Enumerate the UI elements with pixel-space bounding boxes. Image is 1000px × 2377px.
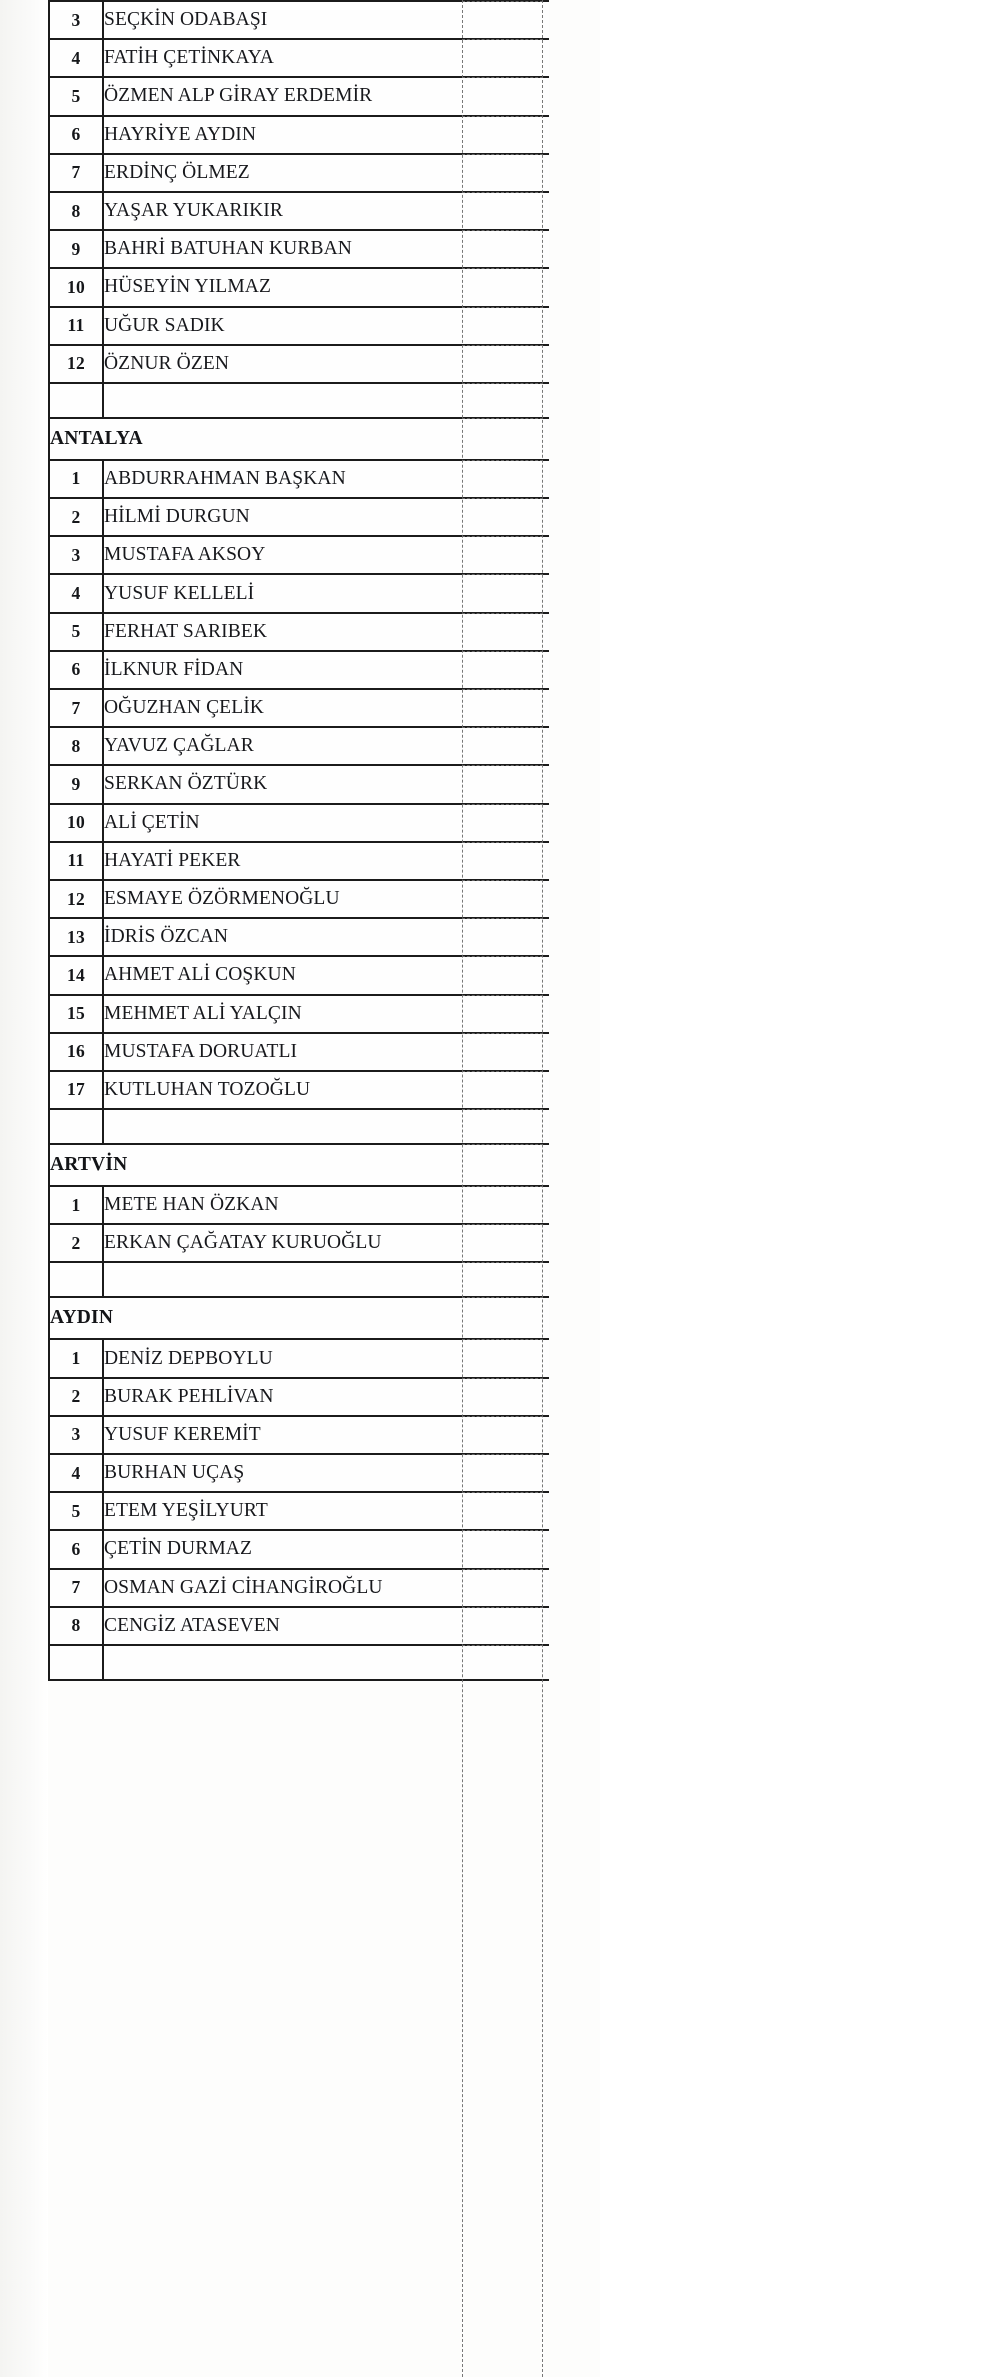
row-number: 1 bbox=[49, 1186, 103, 1224]
candidate-name: OSMAN GAZİ CİHANGİROĞLU bbox=[103, 1569, 549, 1607]
row-number: 6 bbox=[49, 116, 103, 154]
candidate-name: ESMAYE ÖZÖRMENOĞLU bbox=[103, 880, 549, 918]
candidate-name: ABDURRAHMAN BAŞKAN bbox=[103, 460, 549, 498]
spacer-name-cell bbox=[103, 383, 549, 418]
table-row bbox=[49, 689, 549, 727]
row-number: 16 bbox=[49, 1033, 103, 1071]
spacer-number-cell bbox=[49, 1109, 103, 1144]
candidate-name: MUSTAFA AKSOY bbox=[103, 536, 549, 574]
row-number: 10 bbox=[49, 268, 103, 306]
row-number: 2 bbox=[49, 1224, 103, 1262]
row-number: 1 bbox=[49, 1339, 103, 1377]
candidate-name: KUTLUHAN TOZOĞLU bbox=[103, 1071, 549, 1109]
table-row bbox=[49, 268, 549, 306]
row-number: 7 bbox=[49, 154, 103, 192]
table-row bbox=[49, 1224, 549, 1262]
row-number: 4 bbox=[49, 1454, 103, 1492]
table-row bbox=[49, 1607, 549, 1645]
row-number: 14 bbox=[49, 956, 103, 994]
province-header-label: AYDIN bbox=[49, 1297, 549, 1339]
row-number: 5 bbox=[49, 613, 103, 651]
candidate-name: BURAK PEHLİVAN bbox=[103, 1378, 549, 1416]
table-row bbox=[49, 880, 549, 918]
candidate-name: BURHAN UÇAŞ bbox=[103, 1454, 549, 1492]
candidate-name: HAYATİ PEKER bbox=[103, 842, 549, 880]
table-row bbox=[49, 842, 549, 880]
row-number: 1 bbox=[49, 460, 103, 498]
candidate-name: YUSUF KEREMİT bbox=[103, 1416, 549, 1454]
candidate-name: UĞUR SADIK bbox=[103, 307, 549, 345]
candidate-name: ETEM YEŞİLYURT bbox=[103, 1492, 549, 1530]
table-row bbox=[49, 956, 549, 994]
row-number: 15 bbox=[49, 995, 103, 1033]
candidate-name: FERHAT SARIBEK bbox=[103, 613, 549, 651]
candidate-name: YUSUF KELLELİ bbox=[103, 574, 549, 612]
spacer-row bbox=[49, 1109, 549, 1144]
candidate-list-table-wrapper bbox=[48, 0, 548, 1681]
candidate-name: BAHRİ BATUHAN KURBAN bbox=[103, 230, 549, 268]
table-row bbox=[49, 727, 549, 765]
table-row bbox=[49, 460, 549, 498]
candidate-name: ERDİNÇ ÖLMEZ bbox=[103, 154, 549, 192]
row-number: 3 bbox=[49, 1, 103, 39]
table-row bbox=[49, 1186, 549, 1224]
table-row bbox=[49, 651, 549, 689]
candidate-name: AHMET ALİ COŞKUN bbox=[103, 956, 549, 994]
candidate-name: CENGİZ ATASEVEN bbox=[103, 1607, 549, 1645]
row-number: 6 bbox=[49, 651, 103, 689]
table-row bbox=[49, 536, 549, 574]
row-number: 5 bbox=[49, 1492, 103, 1530]
spacer-number-cell bbox=[49, 1262, 103, 1297]
candidate-name: HİLMİ DURGUN bbox=[103, 498, 549, 536]
province-header-row bbox=[49, 1144, 549, 1186]
row-number: 17 bbox=[49, 1071, 103, 1109]
candidate-name: ÇETİN DURMAZ bbox=[103, 1530, 549, 1568]
candidate-name: MEHMET ALİ YALÇIN bbox=[103, 995, 549, 1033]
spacer-name-cell bbox=[103, 1109, 549, 1144]
table-row bbox=[49, 345, 549, 383]
table-row bbox=[49, 192, 549, 230]
table-row bbox=[49, 613, 549, 651]
row-number: 11 bbox=[49, 842, 103, 880]
table-row bbox=[49, 154, 549, 192]
candidate-name: SEÇKİN ODABAŞI bbox=[103, 1, 549, 39]
row-number: 9 bbox=[49, 230, 103, 268]
province-header-label: ARTVİN bbox=[49, 1144, 549, 1186]
candidate-name: HAYRİYE AYDIN bbox=[103, 116, 549, 154]
row-number: 4 bbox=[49, 39, 103, 77]
row-number: 6 bbox=[49, 1530, 103, 1568]
spacer-number-cell bbox=[49, 1645, 103, 1680]
table-row bbox=[49, 765, 549, 803]
candidate-name: SERKAN ÖZTÜRK bbox=[103, 765, 549, 803]
row-number: 7 bbox=[49, 1569, 103, 1607]
row-number: 8 bbox=[49, 727, 103, 765]
row-number: 12 bbox=[49, 880, 103, 918]
candidate-name: METE HAN ÖZKAN bbox=[103, 1186, 549, 1224]
candidate-name: İDRİS ÖZCAN bbox=[103, 918, 549, 956]
table-body bbox=[49, 1, 549, 1680]
table-row bbox=[49, 574, 549, 612]
candidate-name: OĞUZHAN ÇELİK bbox=[103, 689, 549, 727]
candidate-name: FATİH ÇETİNKAYA bbox=[103, 39, 549, 77]
table-row bbox=[49, 918, 549, 956]
row-number: 7 bbox=[49, 689, 103, 727]
row-number: 5 bbox=[49, 77, 103, 115]
candidate-name: ÖZMEN ALP GİRAY ERDEMİR bbox=[103, 77, 549, 115]
spacer-row bbox=[49, 383, 549, 418]
candidate-name: YAVUZ ÇAĞLAR bbox=[103, 727, 549, 765]
row-number: 8 bbox=[49, 192, 103, 230]
spacer-name-cell bbox=[103, 1262, 549, 1297]
province-header-row bbox=[49, 1297, 549, 1339]
table-row bbox=[49, 1033, 549, 1071]
row-number: 12 bbox=[49, 345, 103, 383]
candidate-list-table bbox=[48, 0, 549, 1681]
table-row bbox=[49, 804, 549, 842]
table-row bbox=[49, 1530, 549, 1568]
candidate-name: İLKNUR FİDAN bbox=[103, 651, 549, 689]
candidate-name: DENİZ DEPBOYLU bbox=[103, 1339, 549, 1377]
row-number: 2 bbox=[49, 1378, 103, 1416]
candidate-name: ERKAN ÇAĞATAY KURUOĞLU bbox=[103, 1224, 549, 1262]
spacer-name-cell bbox=[103, 1645, 549, 1680]
page-right-margin bbox=[600, 0, 1000, 2377]
table-row bbox=[49, 1378, 549, 1416]
table-row bbox=[49, 1339, 549, 1377]
candidate-name: YAŞAR YUKARIKIR bbox=[103, 192, 549, 230]
row-number: 2 bbox=[49, 498, 103, 536]
row-number: 10 bbox=[49, 804, 103, 842]
table-row bbox=[49, 116, 549, 154]
row-number: 11 bbox=[49, 307, 103, 345]
table-row bbox=[49, 498, 549, 536]
province-header-row bbox=[49, 418, 549, 460]
table-row bbox=[49, 77, 549, 115]
row-number: 8 bbox=[49, 1607, 103, 1645]
spacer-number-cell bbox=[49, 383, 103, 418]
table-row bbox=[49, 1071, 549, 1109]
table-row bbox=[49, 1569, 549, 1607]
province-header-label: ANTALYA bbox=[49, 418, 549, 460]
table-row bbox=[49, 1492, 549, 1530]
spacer-row bbox=[49, 1645, 549, 1680]
table-row bbox=[49, 995, 549, 1033]
table-row bbox=[49, 1416, 549, 1454]
table-row bbox=[49, 1454, 549, 1492]
row-number: 13 bbox=[49, 918, 103, 956]
row-number: 4 bbox=[49, 574, 103, 612]
candidate-name: MUSTAFA DORUATLI bbox=[103, 1033, 549, 1071]
candidate-name: ALİ ÇETİN bbox=[103, 804, 549, 842]
row-number: 9 bbox=[49, 765, 103, 803]
spacer-row bbox=[49, 1262, 549, 1297]
row-number: 3 bbox=[49, 1416, 103, 1454]
table-row bbox=[49, 39, 549, 77]
row-number: 3 bbox=[49, 536, 103, 574]
candidate-name: HÜSEYİN YILMAZ bbox=[103, 268, 549, 306]
page-left-margin bbox=[0, 0, 48, 2377]
table-row bbox=[49, 307, 549, 345]
candidate-name: ÖZNUR ÖZEN bbox=[103, 345, 549, 383]
table-row bbox=[49, 230, 549, 268]
table-row bbox=[49, 1, 549, 39]
